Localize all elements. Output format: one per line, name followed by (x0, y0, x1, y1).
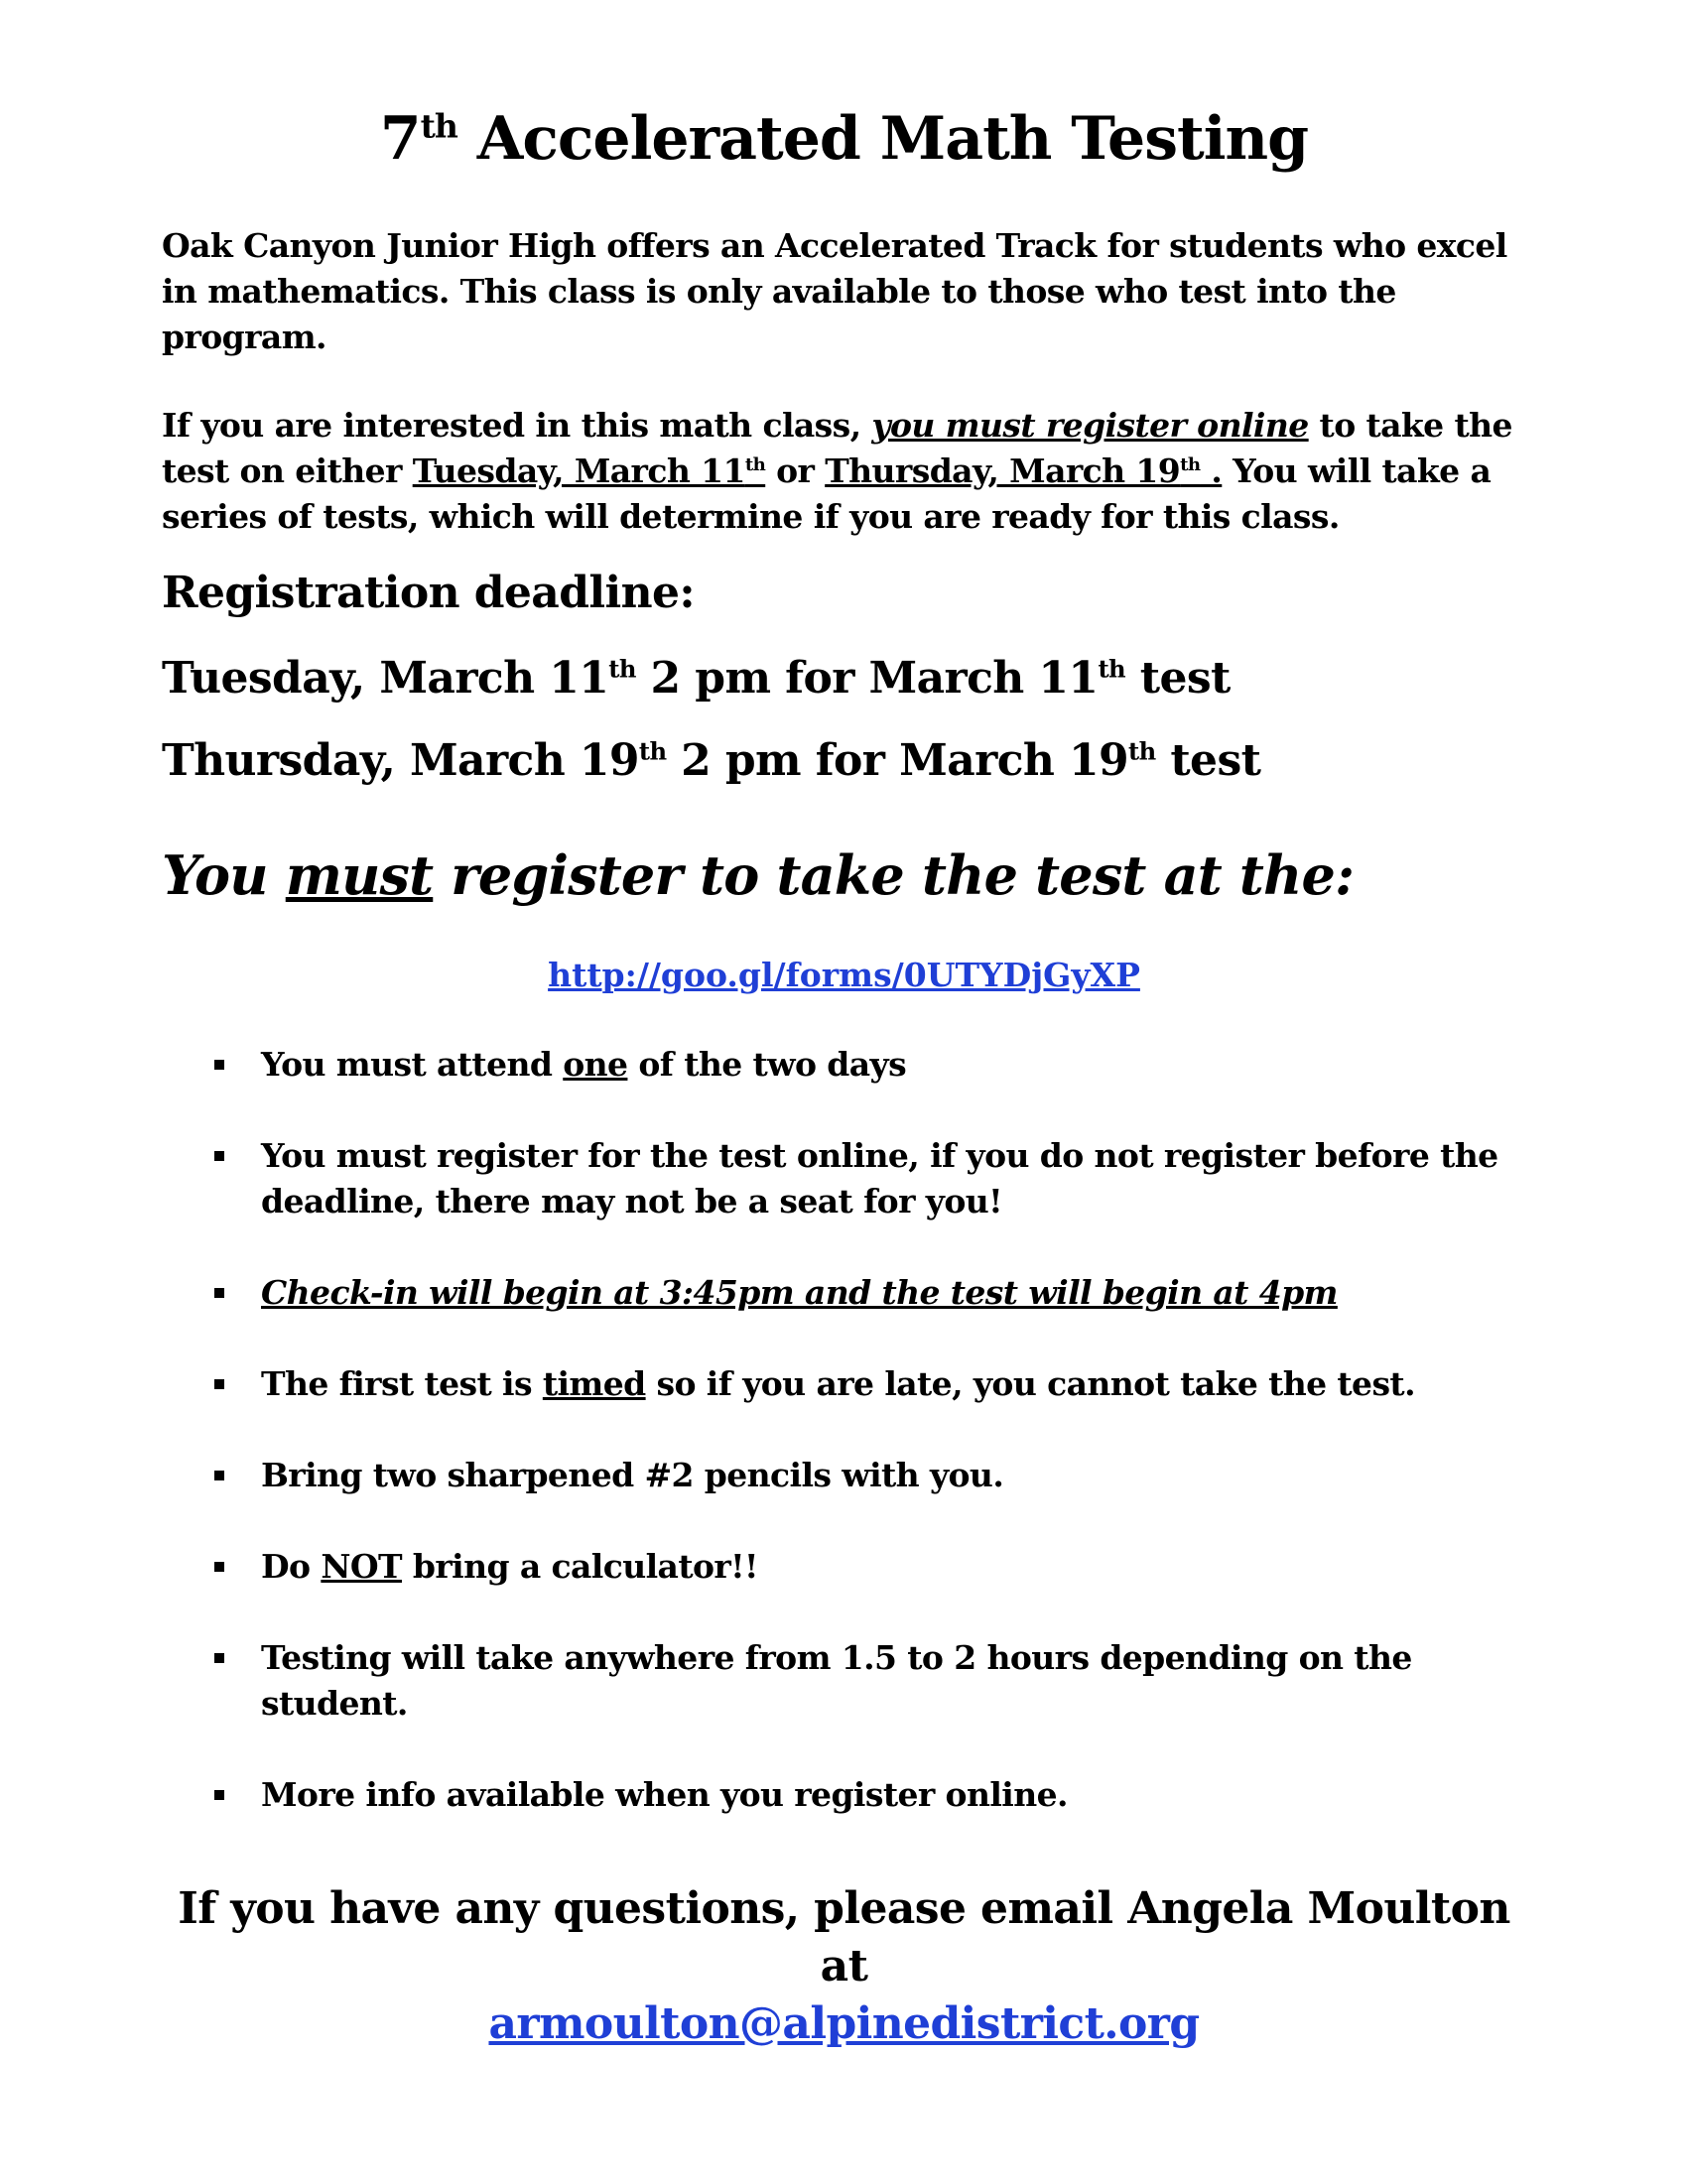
square-bullet-icon (214, 1060, 224, 1070)
list-item-text: so if you are late, you cannot take the test. (645, 1364, 1415, 1403)
deadline-2-day-suffix: th (638, 736, 667, 766)
deadline-2-time-suffix: th (1128, 736, 1156, 766)
list-item (162, 1361, 1526, 1407)
test-date-1-suffix: th (744, 454, 766, 476)
list-item-text: You must register for the test online, if you do not register before the deadline, there may not be a seat for you! (261, 1136, 1498, 1220)
deadline-heading: Registration deadline: (162, 568, 696, 618)
requirements-list (162, 1042, 1526, 1863)
square-bullet-icon (214, 1471, 224, 1480)
deadline-2-end: test (1155, 735, 1261, 786)
list-item (162, 1544, 1526, 1590)
square-bullet-icon (214, 1653, 224, 1663)
square-bullet-icon (214, 1562, 224, 1572)
list-item-emphasis: one (563, 1045, 628, 1084)
list-item (162, 1042, 1526, 1088)
interest-text-2: to take the test on either (162, 406, 1512, 490)
register-heading (162, 839, 1354, 911)
register-heading-emphasis: must (285, 843, 434, 907)
test-date-1 (413, 451, 766, 490)
test-date-2-period: . (1200, 451, 1223, 490)
list-item-text: Bring two sharpened #2 pencils with you. (261, 1456, 1004, 1494)
test-date-2-text: Thursday, March 19 (825, 451, 1181, 490)
register-online-emphasis: you must register online (871, 406, 1309, 445)
page-title (162, 99, 1526, 179)
list-item-text: bring a calculator!! (402, 1547, 758, 1586)
list-item-text: Check-in will begin at 3:45pm and the test will begin at 4pm (261, 1273, 1338, 1312)
interest-text-3: You will take a series of tests, which will determine if you are ready for this class. (162, 451, 1492, 536)
list-item-text: of the two days (627, 1045, 907, 1084)
deadline-line-2 (162, 731, 1260, 791)
test-date-2 (825, 451, 1222, 490)
deadline-1-day: Tuesday, March 11 (162, 653, 609, 704)
register-heading-end: register to take the test at the: (433, 843, 1355, 907)
list-item (162, 1133, 1526, 1224)
deadline-1-day-suffix: th (608, 654, 636, 684)
deadline-line-1 (162, 649, 1231, 708)
list-item-text: You must attend (261, 1045, 564, 1084)
list-item-text: More info available when you register online. (261, 1775, 1068, 1814)
contact-footer (162, 1880, 1526, 2053)
deadline-1-time: 2 pm for March 11 (635, 653, 1099, 704)
deadline-1-end: test (1125, 653, 1231, 704)
test-date-2-suffix: th (1180, 454, 1201, 476)
list-item (162, 1270, 1526, 1316)
title-grade-suffix: th (420, 106, 457, 146)
document-page (162, 0, 1526, 2184)
list-item (162, 1635, 1526, 1727)
test-date-1-text: Tuesday, March 11 (412, 451, 745, 490)
contact-text: If you have any questions, please email Angela Moulton at (178, 1883, 1510, 1991)
title-text: Accelerated Math Testing (456, 104, 1309, 174)
list-item-emphasis: timed (542, 1364, 646, 1403)
list-item-text: The first test is (261, 1364, 543, 1403)
registration-paragraph (162, 403, 1526, 540)
deadline-2-day: Thursday, March 19 (162, 735, 639, 786)
square-bullet-icon (214, 1790, 224, 1800)
list-item-emphasis: NOT (321, 1547, 402, 1586)
list-item (162, 1453, 1526, 1498)
interest-text-1: If you are interested in this math class, (162, 406, 872, 445)
square-bullet-icon (214, 1379, 224, 1389)
registration-link[interactable]: http://goo.gl/forms/0UTYDjGyXP (548, 956, 1140, 994)
list-item-text: Do (261, 1547, 322, 1586)
square-bullet-icon (214, 1288, 224, 1298)
contact-email-link[interactable]: armoulton@alpinedistrict.org (488, 1998, 1200, 2049)
registration-link-row (162, 953, 1526, 998)
intro-paragraph: Oak Canyon Junior High offers an Accelerated Track for students who excel in mathematics. This class is only available to those who test into the program. (162, 226, 1507, 356)
interest-connector: or (765, 451, 826, 490)
deadline-2-time: 2 pm for March 19 (666, 735, 1129, 786)
deadline-1-time-suffix: th (1098, 654, 1125, 684)
list-item (162, 1772, 1526, 1818)
square-bullet-icon (214, 1151, 224, 1161)
list-item-text: Testing will take anywhere from 1.5 to 2 hours depending on the student. (261, 1638, 1412, 1723)
register-heading-start: You (162, 843, 286, 907)
title-grade: 7 (379, 104, 421, 174)
